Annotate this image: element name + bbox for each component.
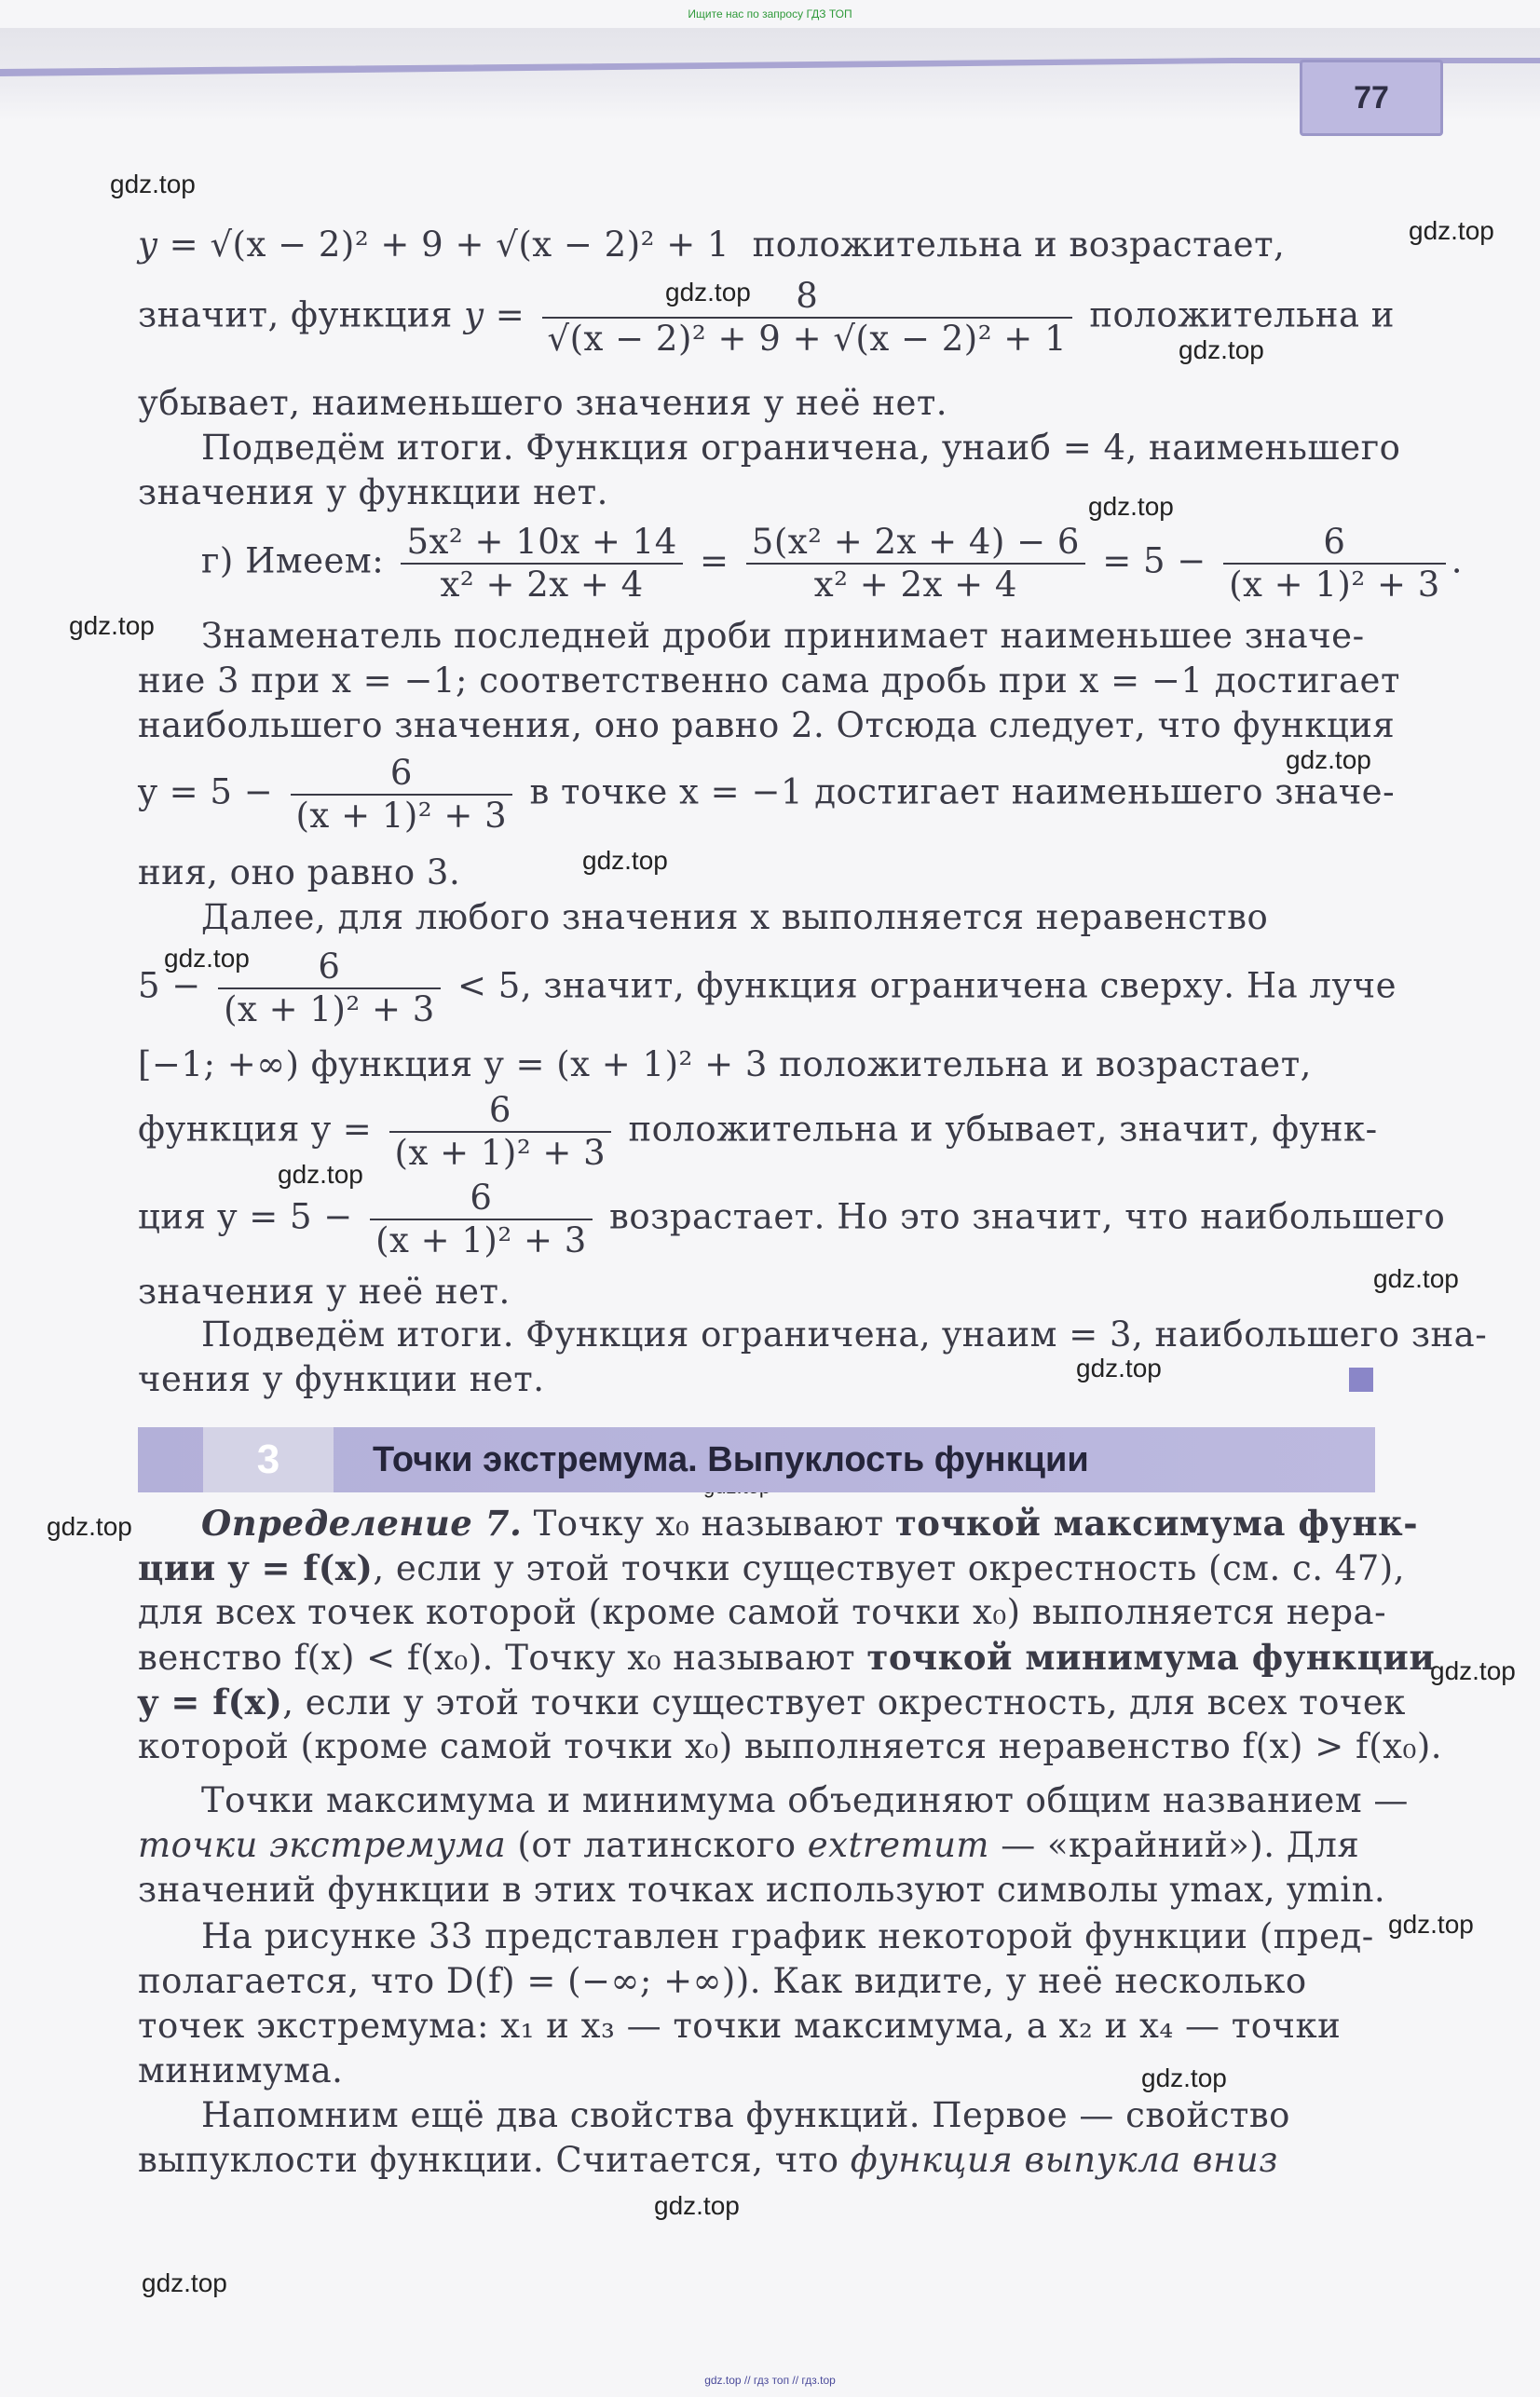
fraction: $\frac{6}{\text{(x + 1)² + 3}}$ (389, 1092, 612, 1172)
watermark: gdz.top (1141, 2063, 1227, 2092)
text-line: Подведём итоги. Функция ограничена, yнаиб = 4, наименьшего (201, 428, 1401, 468)
text-line: Напомним ещё два свойства функций. Первое — свойство (201, 2095, 1290, 2135)
fraction: $\frac{6}{\text{(x + 1)² + 3}}$ (291, 755, 513, 835)
text-line: функция y = $\frac{6}{\text{(x + 1)² + 3}}$ положительна и убывает, значит, функ- (138, 1090, 1378, 1173)
end-of-solution-marker (1349, 1368, 1373, 1392)
watermark: gdz.top (278, 1160, 363, 1189)
definition-line: которой (кроме самой точки x₀) выполняется неравенство f(x) > f(x₀). (138, 1726, 1443, 1766)
text-line: чения у функции нет. (138, 1359, 545, 1399)
text-line: На рисунке 33 представлен график некоторой функции (пред- (201, 1916, 1374, 1956)
text-line: значения у функции нет. (138, 472, 608, 512)
text-line: Точки максимума и минимума объединяют общим названием — (201, 1780, 1409, 1820)
watermark: gdz.top (1286, 745, 1371, 774)
watermark: gdz.top (1373, 1264, 1459, 1293)
text-line: 5 − $\frac{6}{\text{(x + 1)² + 3}}$ < 5, значит, функция ограничена сверху. На луче (138, 947, 1397, 1029)
text-line: y = 5 − $\frac{6}{\text{(x + 1)² + 3}}$ в точке x = −1 достигает наименьшего значе- (138, 753, 1396, 836)
definition-line: венство f(x) < f(x₀). Точку x₀ называют точкой минимума функции (138, 1637, 1436, 1678)
footer-note: gdz.top // гдз топ // гдз.top (704, 2374, 836, 2387)
watermark: gdz.top (654, 2191, 740, 2220)
text-line: точки экстремума (от латинского extremum — «крайний»). Для (138, 1825, 1360, 1865)
watermark: gdz.top (1179, 335, 1264, 364)
text-line: убывает, наименьшего значения у неё нет. (138, 383, 948, 423)
section-number: 3 (203, 1427, 334, 1492)
text-line: [−1; +∞) функция y = (x + 1)² + 3 положительна и возрастает, (138, 1044, 1312, 1084)
text-line: г) Имеем: $\frac{\text{5x² + 10x + 14}}{\text{x² + 2x + 4}}$ = $\frac{\text{5(x² + 2x + 4) − 6}}{\text{x² + 2x + 4}}$ = 5 − $\frac{6}{\text{(x + 1)² + 3}}$ . (201, 522, 1464, 605)
text-line: ция y = 5 − $\frac{6}{\text{(x + 1)² + 3}}$ возрастает. Но это значит, что наибольшего (138, 1178, 1446, 1260)
fraction: $\frac{6}{\text{(x + 1)² + 3}}$ (1223, 524, 1446, 604)
page-number: 77 (1300, 60, 1443, 136)
definition-line: ции y = f(x), если у этой точки существует окрестность (см. с. 47), (138, 1547, 1405, 1588)
fraction: $\frac{8}{\text{√(x − 2)² + 9 + √(x − 2)² + 1}}$ (542, 278, 1073, 358)
text-line: ния, оно равно 3. (138, 852, 461, 892)
watermark: gdz.top (1076, 1354, 1162, 1382)
definition-line: для всех точек которой (кроме самой точки x₀) выполняется нера- (138, 1592, 1387, 1632)
text-line: y = √(x − 2)² + 9 + √(x − 2)² + 1 положительна и возрастает, (138, 225, 1286, 265)
watermark: gdz.top (142, 2268, 227, 2297)
text-line: выпуклости функции. Считается, что функция выпукла вниз (138, 2140, 1278, 2180)
section-title: Точки экстремума. Выпуклость функции (373, 1440, 1089, 1479)
text-line: минимума. (138, 2050, 344, 2091)
definition-line: y = f(x), если у этой точки существует окрестность, для всех точек (138, 1682, 1406, 1723)
watermark: gdz.top (1430, 1656, 1516, 1685)
watermark: gdz.top (665, 278, 751, 306)
text-line: точек экстремума: x₁ и x₃ — точки максимума, а x₂ и x₄ — точки (138, 2006, 1342, 2046)
text-line: Далее, для любого значения x выполняется неравенство (201, 897, 1269, 937)
top-search-note: Ищите нас по запросу ГДЗ ТОП (688, 7, 852, 20)
text-line: значения у неё нет. (138, 1272, 511, 1312)
text-line: значений функции в этих точках используют символы ymax, ymin. (138, 1870, 1386, 1910)
text-line: полагается, что D(f) = (−∞; +∞)). Как видите, у неё несколько (138, 1961, 1307, 2001)
watermark: gdz.top (164, 944, 250, 973)
text-line: значит, функция y = $\frac{8}{\text{√(x − 2)² + 9 + √(x − 2)² + 1}}$ положительна и (138, 276, 1395, 359)
watermark: gdz.top (110, 170, 196, 198)
watermark: gdz.top (1409, 216, 1494, 245)
definition-line: Определение 7. Точку x₀ называют точкой максимума функ- (201, 1503, 1419, 1544)
watermark: gdz.top (1088, 492, 1174, 521)
text-line: Подведём итоги. Функция ограничена, yнаим = 3, наибольшего зна- (201, 1314, 1488, 1355)
watermark: gdz.top (582, 846, 668, 875)
text-line: Знаменатель последней дроби принимает наименьшее значе- (201, 616, 1365, 656)
watermark: gdz.top (1388, 1910, 1474, 1939)
fraction: $\frac{\text{5x² + 10x + 14}}{\text{x² + 2x + 4}}$ (401, 524, 682, 604)
fraction: $\frac{6}{\text{(x + 1)² + 3}}$ (218, 948, 441, 1028)
fraction: $\frac{\text{5(x² + 2x + 4) − 6}}{\text{x² + 2x + 4}}$ (746, 524, 1085, 604)
watermark: gdz.top (47, 1512, 132, 1541)
text-line: наибольшего значения, оно равно 2. Отсюда следует, что функция (138, 705, 1396, 745)
watermark: gdz.top (69, 611, 155, 640)
fraction: $\frac{6}{\text{(x + 1)² + 3}}$ (370, 1179, 593, 1260)
text-line: ние 3 при x = −1; соответственно сама дробь при x = −1 достигает (138, 661, 1400, 701)
